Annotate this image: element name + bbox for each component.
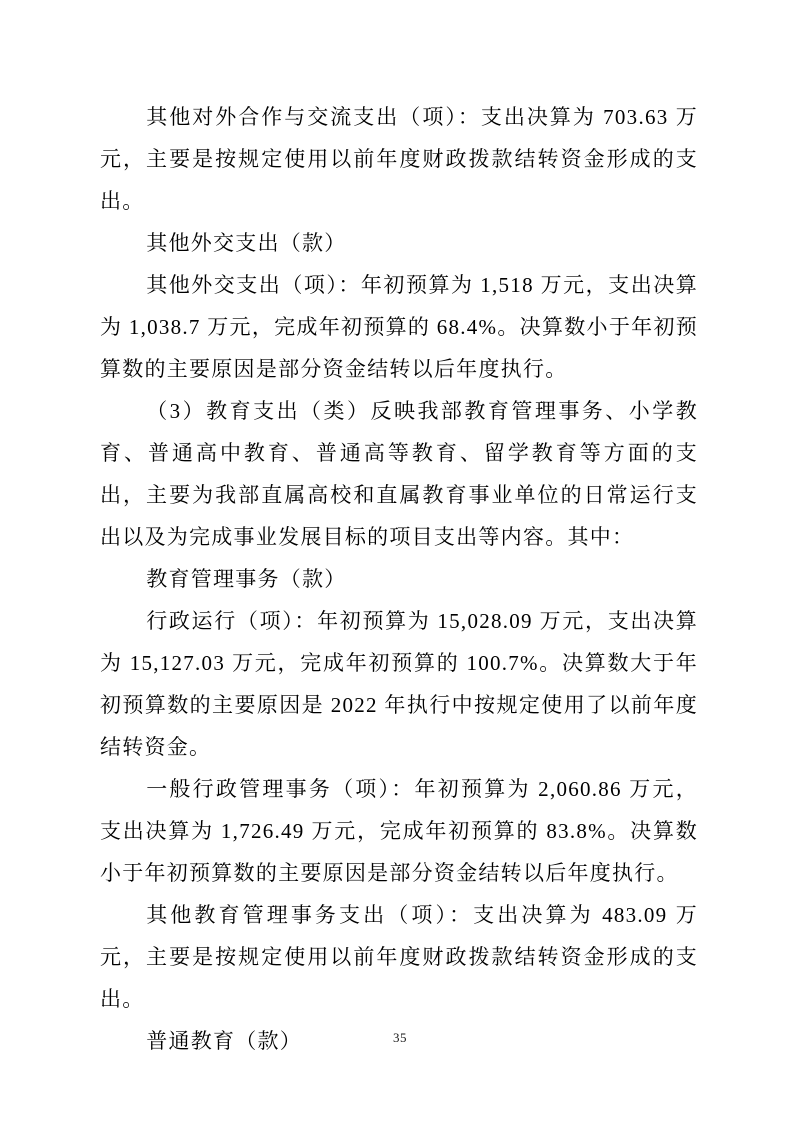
paragraph-general-administrative-item: 一般行政管理事务（项）：年初预算为 2,060.86 万元，支出决算为 1,726.49 万元，完成年初预算的 83.8%。决算数小于年初预算数的主要原因是部分资金结转以后年度执行。 <box>100 777 698 885</box>
paragraph-other-cooperation-exchange-item: 其他对外合作与交流支出（项）：支出决算为 703.63 万元，主要是按规定使用以前年度财政拨款结转资金形成的支出。 <box>100 105 698 213</box>
paragraph-administrative-operation-item: 行政运行（项）：年初预算为 15,028.09 万元，支出决算为 15,127.03 万元，完成年初预算的 100.7%。决算数大于年初预算数的主要原因是 2022 年执行中按规定使用了以前年度结转资金。 <box>100 609 698 759</box>
paragraph-other-education-management-item: 其他教育管理事务支出（项）：支出决算为 483.09 万元，主要是按规定使用以前年度财政拨款结转资金形成的支出。 <box>100 903 698 1011</box>
paragraph-other-diplomatic-expenditure-item: 其他外交支出（项）：年初预算为 1,518 万元，支出决算为 1,038.7 万元，完成年初预算的 68.4%。决算数小于年初预算数的主要原因是部分资金结转以后年度执行。 <box>100 273 698 381</box>
page-number: 35 <box>393 1030 407 1045</box>
paragraph-education-expenditure-category: （3）教育支出（类）反映我部教育管理事务、小学教育、普通高中教育、普通高等教育、留学教育等方面的支出，主要为我部直属高校和直属教育事业单位的日常运行支出以及为完成事业发展目标的项目支出等内容。其中： <box>100 399 698 549</box>
paragraph-general-education-section: 普通教育（款） <box>146 1029 303 1053</box>
paragraph-education-management-section: 教育管理事务（款） <box>146 567 347 591</box>
document-body <box>100 96 698 1062</box>
paragraph-other-diplomatic-expenditure-section: 其他外交支出（款） <box>146 231 347 255</box>
